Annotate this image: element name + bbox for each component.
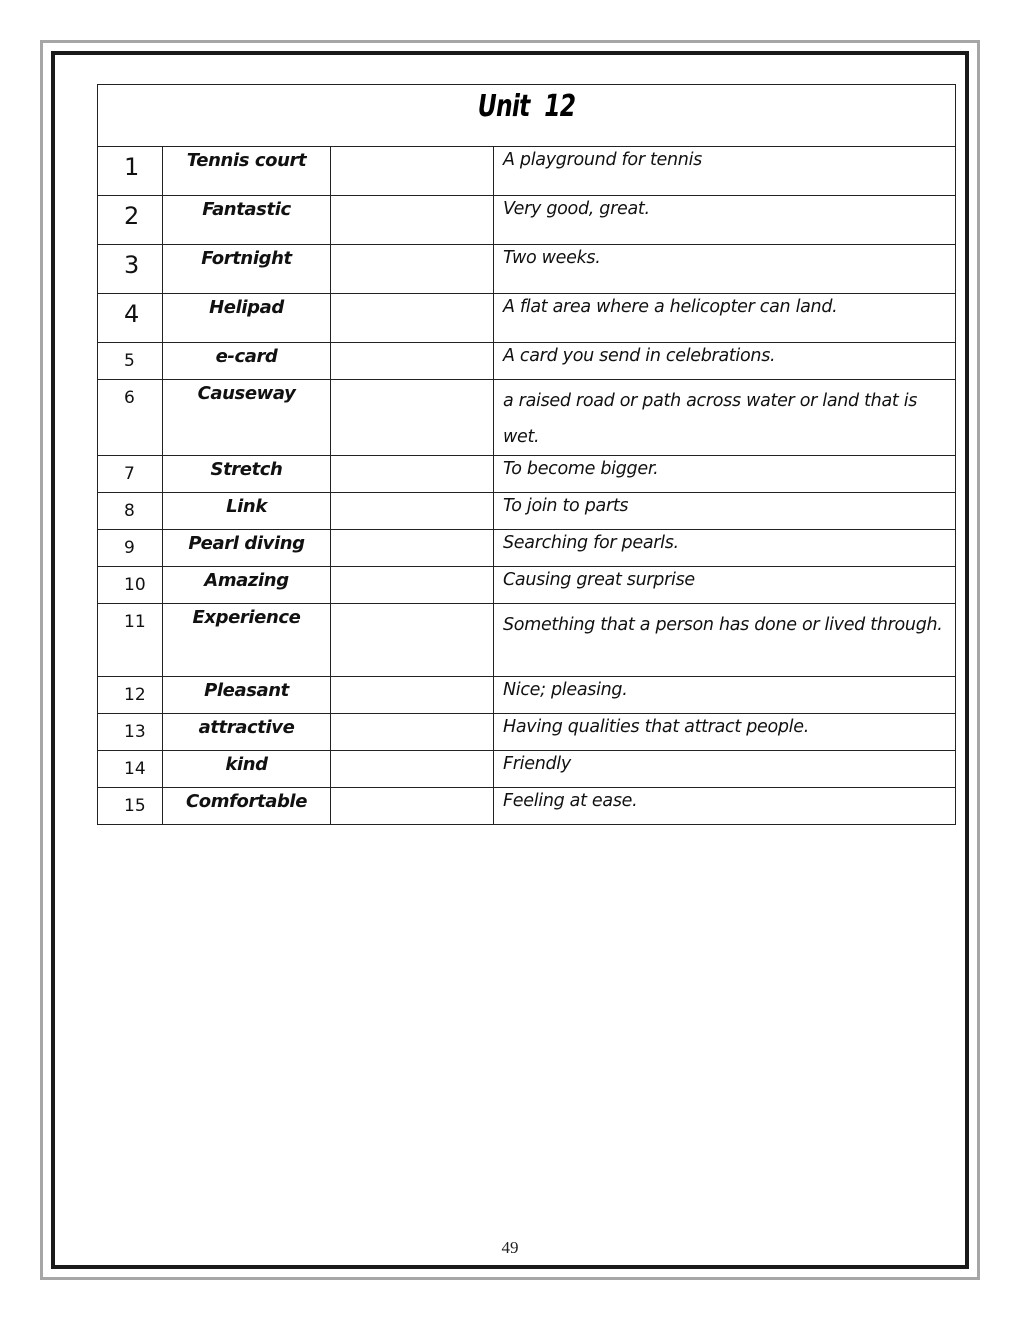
definition: Having qualities that attract people. [494, 714, 956, 751]
table-row [98, 788, 956, 825]
vocab-word: Experience [163, 604, 331, 677]
row-number: 13 [98, 714, 163, 751]
definition: Feeling at ease. [494, 788, 956, 825]
row-number: 9 [98, 530, 163, 567]
vocab-word: Fortnight [163, 245, 331, 294]
definition: A flat area where a helicopter can land. [494, 294, 956, 343]
definition: To join to parts [494, 493, 956, 530]
vocab-word: e-card [163, 343, 331, 380]
definition: Very good, great. [494, 196, 956, 245]
translation-cell [331, 456, 494, 493]
translation-cell [331, 604, 494, 677]
translation-cell [331, 567, 494, 604]
vocab-word: Stretch [163, 456, 331, 493]
row-number: 4 [98, 294, 163, 343]
table-row [98, 567, 956, 604]
definition: Causing great surprise [494, 567, 956, 604]
table-row [98, 714, 956, 751]
table-row [98, 677, 956, 714]
row-number: 12 [98, 677, 163, 714]
row-number: 7 [98, 456, 163, 493]
translation-cell [331, 677, 494, 714]
table-row [98, 380, 956, 456]
definition: To become bigger. [494, 456, 956, 493]
definition: A card you send in celebrations. [494, 343, 956, 380]
title-cell [98, 85, 956, 147]
table-row [98, 147, 956, 196]
translation-cell [331, 196, 494, 245]
vocab-word: Pearl diving [163, 530, 331, 567]
table-row [98, 245, 956, 294]
row-number: 15 [98, 788, 163, 825]
vocab-word: kind [163, 751, 331, 788]
row-number: 1 [98, 147, 163, 196]
vocab-word: Fantastic [163, 196, 331, 245]
vocab-word: Amazing [163, 567, 331, 604]
row-number: 11 [98, 604, 163, 677]
table-row [98, 751, 956, 788]
row-number: 10 [98, 567, 163, 604]
title-row [98, 85, 956, 147]
vocabulary-table [97, 84, 956, 825]
table-row [98, 604, 956, 677]
vocab-word: Link [163, 493, 331, 530]
table-row [98, 530, 956, 567]
translation-cell [331, 294, 494, 343]
row-number: 8 [98, 493, 163, 530]
vocab-word: Helipad [163, 294, 331, 343]
row-number: 14 [98, 751, 163, 788]
translation-cell [331, 343, 494, 380]
vocab-word: Causeway [163, 380, 331, 456]
vocab-word: attractive [163, 714, 331, 751]
translation-cell [331, 714, 494, 751]
table-row [98, 294, 956, 343]
vocab-word: Tennis court [163, 147, 331, 196]
definition: Searching for pearls. [494, 530, 956, 567]
row-number: 2 [98, 196, 163, 245]
translation-cell [331, 788, 494, 825]
table-row [98, 343, 956, 380]
definition: Friendly [494, 751, 956, 788]
vocab-word: Comfortable [163, 788, 331, 825]
table-row [98, 493, 956, 530]
vocab-word: Pleasant [163, 677, 331, 714]
row-number: 5 [98, 343, 163, 380]
translation-cell [331, 380, 494, 456]
translation-cell [331, 530, 494, 567]
definition: Nice; pleasing. [494, 677, 956, 714]
translation-cell [331, 751, 494, 788]
definition: A playground for tennis [494, 147, 956, 196]
row-number: 6 [98, 380, 163, 456]
row-number: 3 [98, 245, 163, 294]
translation-cell [331, 493, 494, 530]
table-row [98, 196, 956, 245]
definition: Something that a person has done or lived through. [494, 604, 956, 677]
page-number: 49 [501, 1238, 519, 1257]
unit-title: Unit 12 [477, 89, 576, 124]
definition: a raised road or path across water or land that is wet. [494, 380, 956, 456]
table-row [98, 456, 956, 493]
translation-cell [331, 147, 494, 196]
translation-cell [331, 245, 494, 294]
definition: Two weeks. [494, 245, 956, 294]
